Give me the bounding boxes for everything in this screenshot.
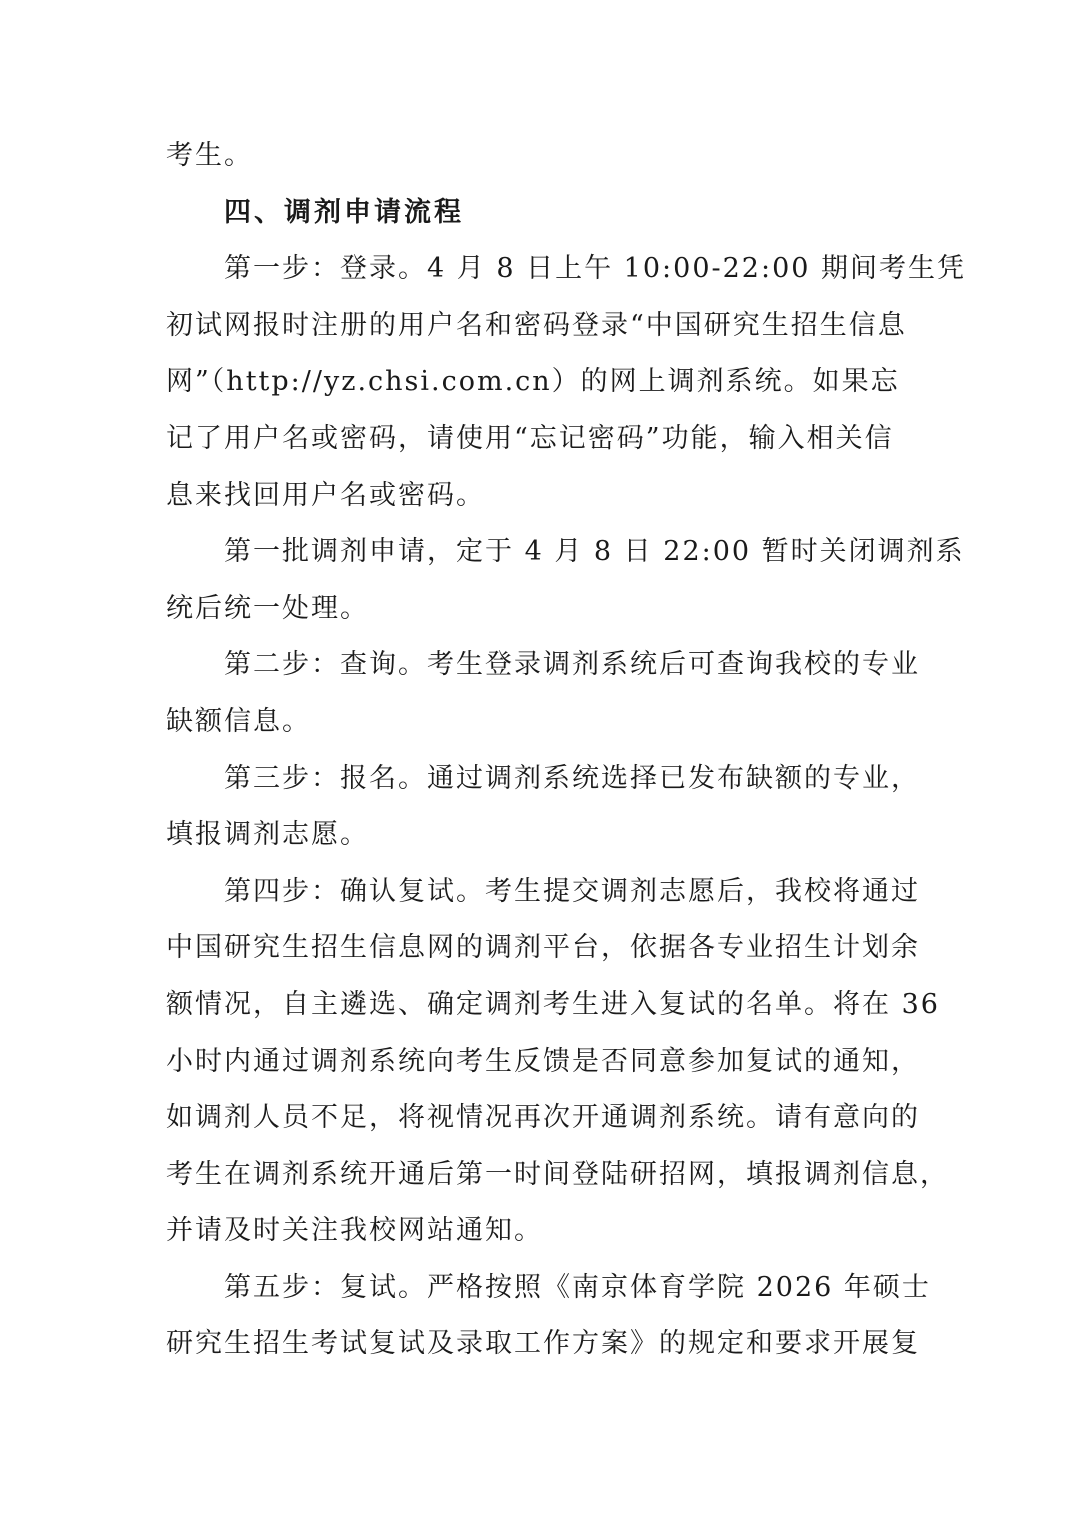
text-line: 如调剂人员不足，将视情况再次开通调剂系统。请有意向的 (166, 1102, 920, 1134)
text-line: 息来找回用户名或密码。 (166, 479, 485, 511)
text-line: 并请及时关注我校网站通知。 (166, 1215, 543, 1247)
text-line: 研究生招生考试复试及录取工作方案》的规定和要求开展复 (166, 1328, 920, 1360)
section-heading: 四、调剂申请流程 (224, 196, 464, 228)
text-line: 小时内通过调剂系统向考生反馈是否同意参加复试的通知， (166, 1045, 920, 1077)
document-page (166, 128, 967, 1373)
text-line: 第一批调剂申请，定于 4 月 8 日 22:00 暂时关闭调剂系 (224, 536, 965, 568)
text-line: 网”（http://yz.chsi.com.cn）的网上调剂系统。如果忘 (166, 366, 900, 398)
text-line: 第三步：报名。通过调剂系统选择已发布缺额的专业， (224, 762, 920, 794)
text-line: 考生。 (166, 140, 253, 171)
text-line: 记了用户名或密码，请使用“忘记密码”功能，输入相关信 (166, 422, 894, 454)
text-line: 统后统一处理。 (166, 592, 369, 624)
text-line: 中国研究生招生信息网的调剂平台，依据各专业招生计划余 (166, 932, 920, 964)
text-line: 第二步：查询。考生登录调剂系统后可查询我校的专业 (224, 649, 920, 681)
text-line: 额情况，自主遴选、确定调剂考生进入复试的名单。将在 36 (166, 988, 940, 1020)
text-line: 填报调剂志愿。 (166, 819, 369, 851)
text-line: 缺额信息。 (166, 705, 311, 737)
text-line: 第四步：确认复试。考生提交调剂志愿后，我校将通过 (224, 875, 920, 907)
text-line: 第五步：复试。严格按照《南京体育学院 2026 年硕士 (224, 1271, 931, 1303)
text-line: 第一步：登录。4 月 8 日上午 10:00-22:00 期间考生凭 (224, 253, 967, 285)
text-line: 初试网报时注册的用户名和密码登录“中国研究生招生信息 (166, 309, 907, 341)
text-line: 考生在调剂系统开通后第一时间登陆研招网，填报调剂信息， (166, 1158, 949, 1190)
